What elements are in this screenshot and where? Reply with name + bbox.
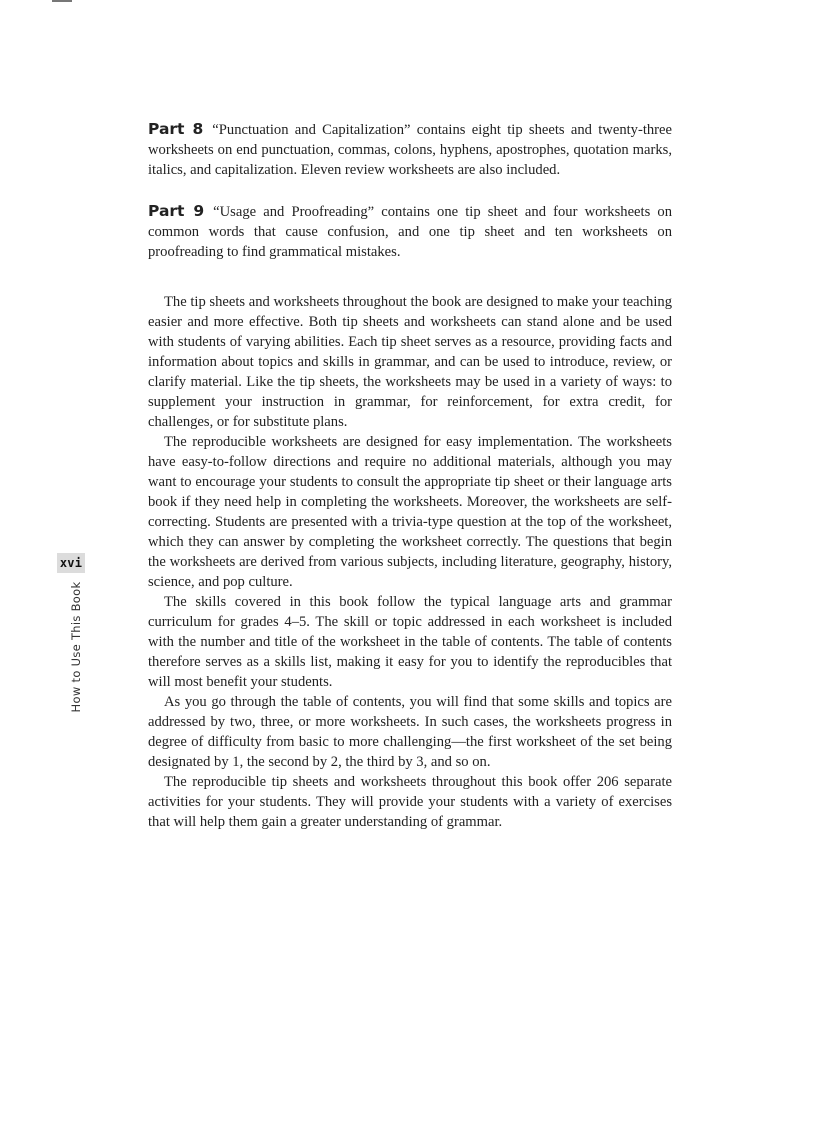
body-paragraph: The skills covered in this book follow the typical language arts and grammar curriculum for grades 4–5. The skill or topic addressed in each worksheet is included with the number and title of the worksheet in the table of contents. The table of contents therefore serves as a skills list, making it easy for you to identify the reproducibles that will most benefit your students. xyxy=(148,594,672,690)
part-9-description: “Usage and Proofreading” contains one tip sheet and four worksheets on common words that cause confusion, and one tip sheet and ten worksheets on proofreading to find grammatical mistakes. xyxy=(148,204,673,260)
body-paragraph: The tip sheets and worksheets throughout the book are designed to make your teaching easier and more effective. Both tip sheets and worksheets can stand alone and be used with students of varying abilities. Each tip sheet serves as a resource, providing facts and information about topics and skills in grammar, and can be used to introduce, review, or clarify material. Like the tip sheets, the worksheets may be used in a variety of ways: to supplement your instruction in grammar, for reinforcement, for extra credit, for challenges, or for substitute plans. xyxy=(148,294,672,430)
part-9-entry xyxy=(148,201,672,262)
body-paragraph: The reproducible worksheets are designed for easy implementation. The worksheets have easy-to-follow directions and require no additional materials, although you may want to encourage your students to consult the appropriate tip sheet or their language arts book if they need help in completing the worksheets. Moreover, the worksheets are self-correcting. Students are presented with a trivia-type question at the top of the worksheet, which they can answer by completing the worksheet correctly. The questions that begin the worksheets are derived from various subjects, including literature, geography, history, science, and pop culture. xyxy=(148,434,672,590)
top-rule xyxy=(52,0,72,2)
body-paragraph: As you go through the table of contents, you will find that some skills and topics are addressed by two, three, or more worksheets. In such cases, the worksheets progress in degree of difficulty from basic to more challenging—the first worksheet of the set being designated by 1, the second by 2, the third by 3, and so on. xyxy=(148,694,672,770)
page-content xyxy=(148,119,672,832)
part-8-label: Part 8 xyxy=(148,120,204,138)
part-8-description: “Punctuation and Capitalization” contains eight tip sheets and twenty-three worksheets on end punctuation, commas, colons, hyphens, apostrophes, quotation marks, italics, and capitalization. Eleven review worksheets are also included. xyxy=(148,122,673,178)
running-title: How to Use This Book xyxy=(69,581,83,713)
page-number: xvi xyxy=(57,553,85,573)
part-8-entry xyxy=(148,119,672,180)
body-paragraph: The reproducible tip sheets and worksheets throughout this book offer 206 separate activities for your students. They will provide your students with a variety of exercises that will help them gain a greater understanding of grammar. xyxy=(148,774,672,830)
part-9-label: Part 9 xyxy=(148,202,205,220)
